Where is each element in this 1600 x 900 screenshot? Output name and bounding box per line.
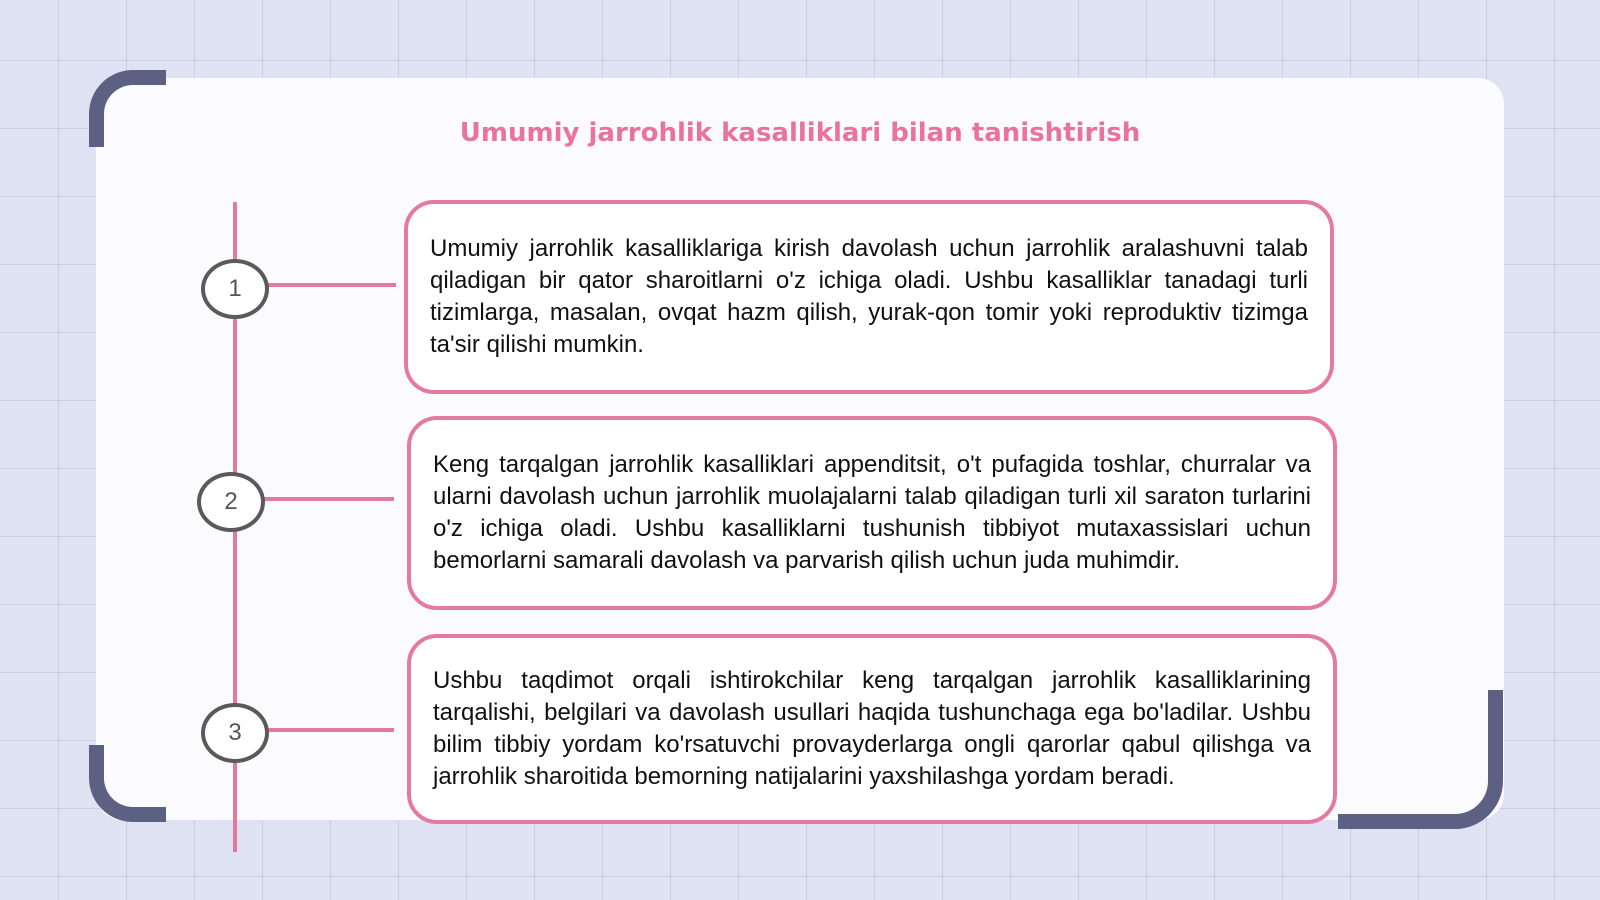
step-text: Umumiy jarrohlik kasalliklariga kirish davolash uchun jarrohlik aralashuvni talab qiladigan bir qator sharoitlarni o'z ichiga oladi. Ushbu kasalliklar tanadagi turli tizimlarga, masalan, ovqat hazm qilish, yurak-qon tomir yoki reproduktiv tizimga ta'sir qilishi mumkin. (430, 235, 1308, 358)
step-text-box (404, 200, 1334, 394)
step-number-badge: 3 (201, 703, 269, 763)
step-number-badge: 2 (197, 472, 265, 532)
timeline-connector (264, 497, 394, 501)
frame-corner-bottom-right (1338, 690, 1503, 829)
step-text-box (407, 634, 1337, 824)
timeline-connector (268, 283, 396, 287)
step-number-badge: 1 (201, 259, 269, 319)
step-text: Ushbu taqdimot orqali ishtirokchilar keng tarqalgan jarrohlik kasalliklarining tarqalishi, belgilari va davolash usullari haqida tushunchaga ega bo'ladilar. Ushbu bilim tibbiy yordam ko'rsatuvchi provayderlarga ongli qarorlar qabul qilishga va jarrohlik sharoitida bemorning natijalarini yaxshilashga yordam beradi. (433, 667, 1311, 790)
step-text-box (407, 416, 1337, 610)
step-text: Keng tarqalgan jarrohlik kasalliklari appenditsit, o't pufagida toshlar, churralar va ularni davolash uchun jarrohlik muolajalarni talab qiladigan turli xil saraton turlarini o'z ichiga oladi. Ushbu kasalliklarni tushunish tibbiyot mutaxassislari uchun bemorlarni samarali davolash va parvarish qilish uchun juda muhimdir. (433, 451, 1311, 574)
frame-corner-bottom-left (89, 745, 166, 822)
timeline-connector (268, 728, 394, 732)
slide-title: Umumiy jarrohlik kasalliklari bilan tanishtirish (459, 118, 1141, 148)
